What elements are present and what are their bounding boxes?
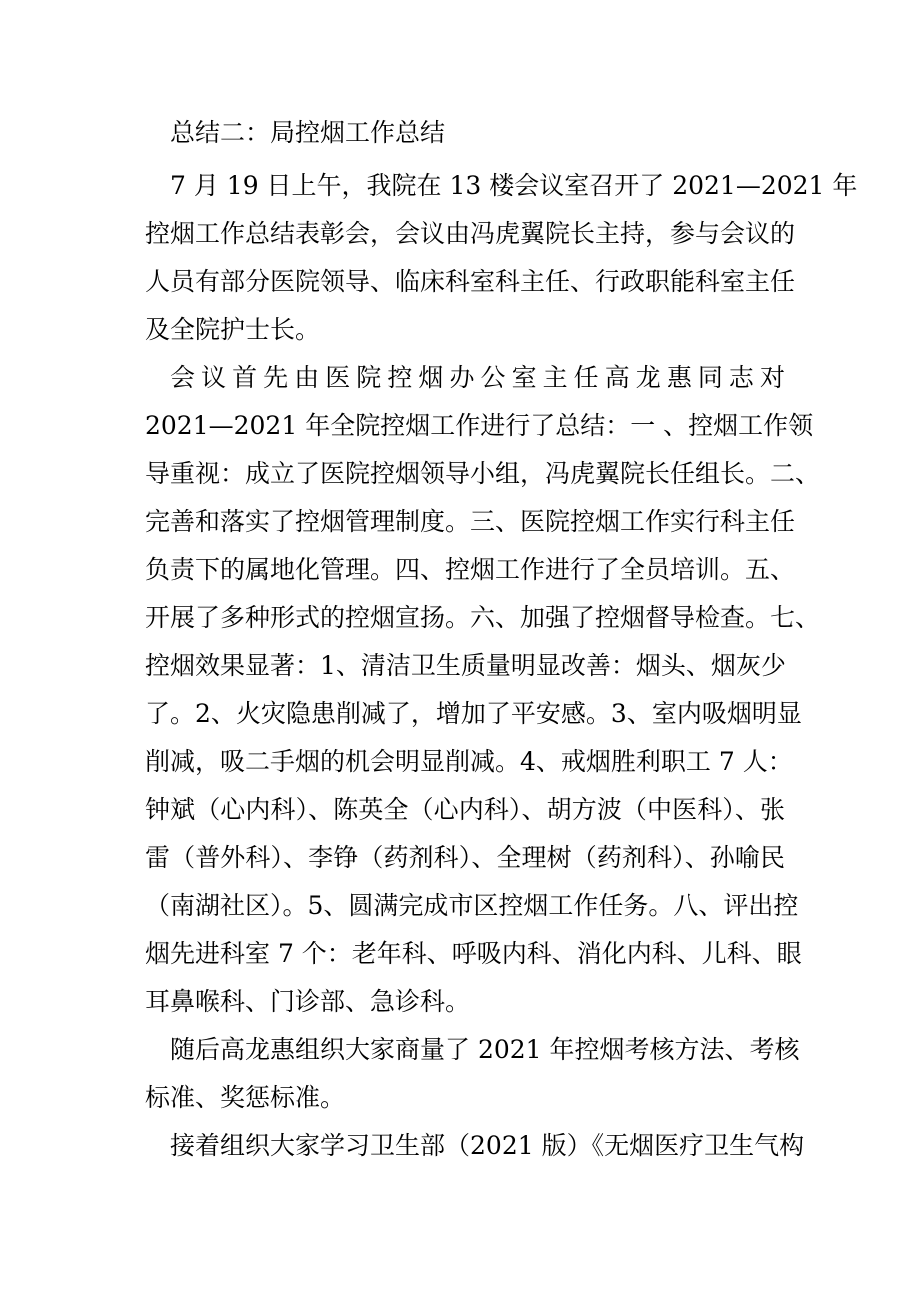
paragraph-line: 负责下的属地化管理。四、控烟工作进行了全员培训。五、: [145, 555, 796, 584]
paragraph-line: 会议首先由医院控烟办公室主任高龙惠同志对: [170, 363, 785, 392]
paragraph-line: 导重视：成立了医院控烟领导小组，冯虎翼院长任组长。二、: [145, 459, 821, 488]
paragraph-line: 了。2、火灾隐患削减了，增加了平安感。3、室内吸烟明显: [145, 699, 802, 728]
paragraph-line: 控烟效果显著：1、清洁卫生质量明显改善：烟头、烟灰少: [145, 651, 786, 680]
paragraph-line: 完善和落实了控烟管理制度。三、医院控烟工作实行科主任: [145, 507, 796, 536]
paragraph-line: 接着组织大家学习卫生部（2021 版）《无烟医疗卫生气构: [170, 1131, 805, 1160]
paragraph-line: 人员有部分医院领导、临床科室科主任、行政职能科室主任: [145, 267, 796, 296]
paragraph-line: 2021—2021 年全院控烟工作进行了总结：一 、控烟工作领: [145, 411, 814, 440]
paragraph-line: 开展了多种形式的控烟宣扬。六、加强了控烟督导检查。七、: [145, 603, 821, 632]
paragraph-line: 烟先进科室 7 个：老年科、呼吸内科、消化内科、儿科、眼: [145, 939, 802, 968]
paragraph-line: 耳鼻喉科、门诊部、急诊科。: [145, 987, 471, 1016]
paragraph-line: （南湖社区）。5、圆满完成市区控烟工作任务。八、评出控: [145, 891, 799, 920]
paragraph-line: 控烟工作总结表彰会，会议由冯虎翼院长主持，参与会议的: [145, 219, 796, 248]
paragraph-line: 削减，吸二手烟的机会明显削减。4、戒烟胜利职工 7 人：: [145, 747, 793, 776]
paragraph-line: 随后高龙惠组织大家商量了 2021 年控烟考核方法、考核: [170, 1035, 800, 1064]
paragraph-line: 标准、奖惩标准。: [145, 1083, 346, 1112]
paragraph-line: 及全院护士长。: [145, 315, 321, 344]
paragraph-line: 雷（普外科）、李铮（药剂科）、全理树（药剂科）、孙喻民: [145, 843, 785, 872]
paragraph-line: 7 月 19 日上午，我院在 13 楼会议室召开了 2021—2021 年: [170, 171, 858, 200]
section-heading: 总结二：局控烟工作总结: [170, 118, 446, 147]
paragraph-line: 钟斌（心内科）、陈英全（心内科）、胡方波（中医科）、张: [145, 795, 785, 824]
